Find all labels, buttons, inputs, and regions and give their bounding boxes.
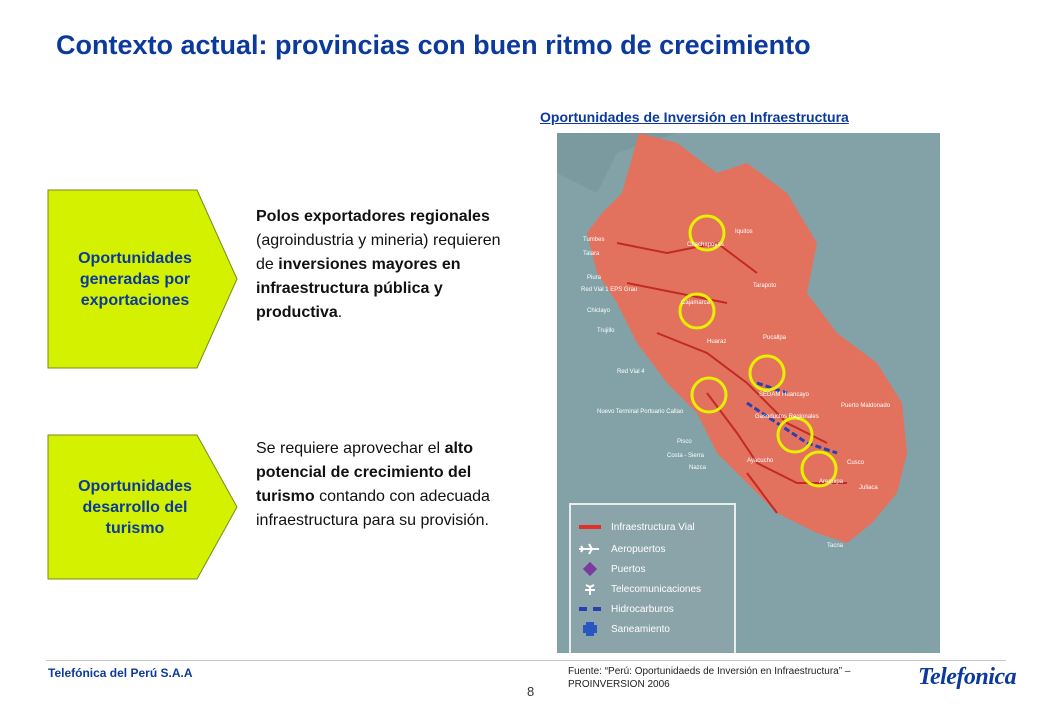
- city-label: Tacna: [827, 543, 844, 549]
- city-label: Red Vial 4: [617, 369, 645, 375]
- page-number: 8: [527, 684, 535, 699]
- city-label: Chachapoyas: [687, 242, 724, 248]
- chevron-label: Oportunidades generadas por exportaciones: [78, 249, 192, 309]
- company-name: Telefónica del Perú S.A.A: [48, 666, 193, 680]
- legend-item: [577, 601, 674, 617]
- footer-divider: [46, 660, 1006, 661]
- city-label: Juliaca: [859, 485, 878, 491]
- city-label: Piura: [587, 275, 602, 281]
- diamond-icon: [577, 561, 603, 577]
- infrastructure-map: [557, 133, 940, 653]
- text-normal: .: [337, 304, 343, 321]
- map-title: Oportunidades de Inversión en Infraestructura: [540, 109, 849, 125]
- city-label: Chiclayo: [587, 308, 611, 314]
- city-label: Cajamarca: [681, 300, 711, 306]
- road-icon: [577, 519, 603, 535]
- legend-item: [577, 561, 645, 577]
- text-bold: alto potencial de crecimiento del turismo: [256, 440, 474, 505]
- tourism-paragraph: [256, 437, 512, 533]
- exports-paragraph: [256, 205, 512, 325]
- city-label: Pucallpa: [763, 335, 787, 341]
- city-label: Red Vial 1 EPS Grau: [581, 287, 638, 293]
- legend-label: Saneamiento: [611, 623, 670, 635]
- telefonica-logo: Telefonica: [918, 664, 1017, 690]
- map-legend: [569, 503, 736, 653]
- text-normal: (agroindustria y mineria) requieren de: [256, 232, 501, 273]
- legend-label: Aeropuertos: [611, 543, 666, 555]
- city-label: Trujillo: [597, 328, 615, 334]
- city-label: Iquitos: [735, 229, 753, 235]
- legend-label: Puertos: [611, 563, 646, 575]
- city-label: Pisco: [677, 439, 692, 445]
- source-note: Fuente: “Perú: Oportunidaeds de Inversión en Infraestructura” – PROINVERSION 2006: [568, 666, 851, 690]
- legend-label: Infraestructura Vial: [611, 521, 695, 533]
- city-label: Cusco: [847, 460, 865, 466]
- chevron-label: Oportunidades desarrollo del turismo: [78, 477, 192, 537]
- city-label: Gasoductos Regionales: [755, 414, 819, 420]
- legend-item: [577, 621, 670, 637]
- legend-item: [577, 581, 701, 597]
- city-label: Huaraz: [707, 339, 727, 345]
- city-label: SEDAM Huancayo: [759, 392, 810, 398]
- legend-label: Hidrocarburos: [611, 603, 674, 615]
- city-label: Talara: [583, 251, 600, 257]
- antenna-icon: [577, 581, 603, 597]
- chevron-tourism: [47, 434, 239, 614]
- text-normal: contando con adecuada infraestructura para su provisión.: [256, 488, 490, 529]
- slide-title: Contexto actual: provincias con buen ritmo de crecimiento: [56, 30, 811, 60]
- airplane-icon: [577, 541, 603, 557]
- chevron-exports: [47, 189, 239, 369]
- text-bold: inversiones mayores en infraestructura pública y productiva: [256, 256, 461, 321]
- city-label: Nuevo Terminal Portuario Callao: [597, 409, 684, 415]
- text-normal: Se requiere aprovechar el: [256, 440, 445, 457]
- legend-item: [577, 519, 695, 535]
- city-label: Arequipa: [819, 479, 844, 485]
- city-label: Tarapoto: [753, 283, 777, 289]
- pipeline-icon: [577, 601, 603, 617]
- city-label: Nazca: [689, 465, 707, 471]
- city-label: Tumbes: [583, 237, 605, 243]
- legend-label: Telecomunicaciones: [611, 583, 702, 595]
- legend-item: [577, 541, 665, 557]
- city-label: Puerto Maldonado: [841, 403, 891, 409]
- cross-icon: [577, 621, 603, 637]
- city-label: Costa - Sierra: [667, 453, 705, 459]
- city-label: Ayacucho: [747, 458, 774, 464]
- text-bold: Polos exportadores regionales: [256, 208, 490, 225]
